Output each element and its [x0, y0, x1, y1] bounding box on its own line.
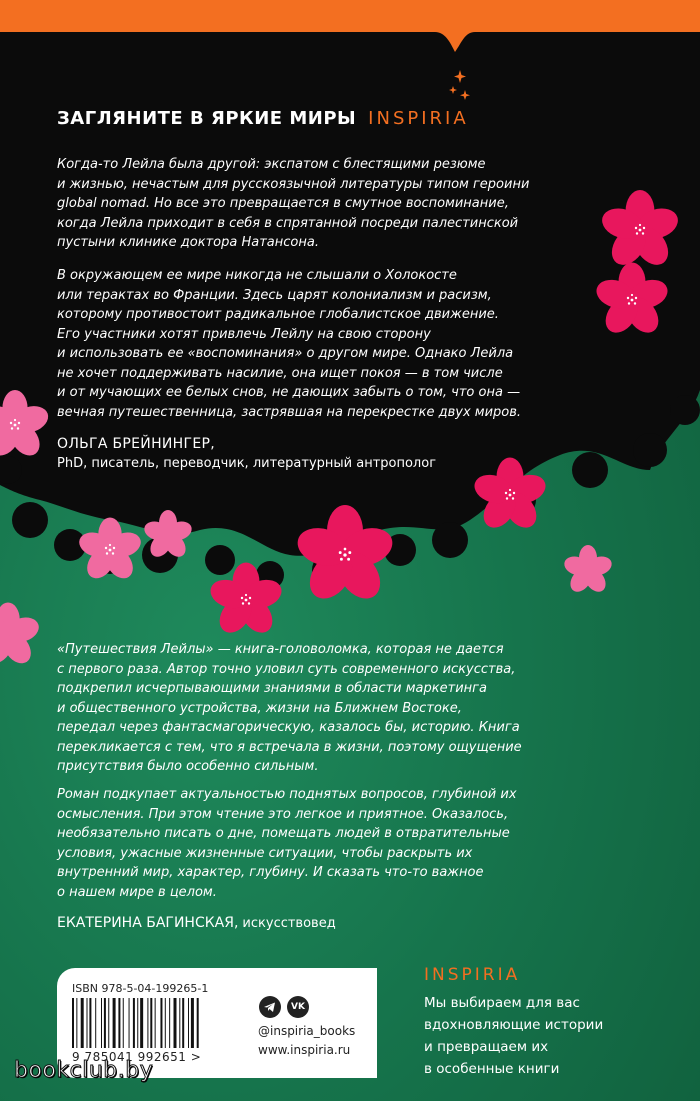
barcode-bar — [150, 998, 152, 1048]
barcode-bar — [169, 998, 170, 1048]
barcode-bar — [188, 998, 189, 1048]
review1-paragraph2 — [57, 266, 521, 422]
barcode-bar — [179, 998, 180, 1048]
slogan-line: и превращаем их — [424, 1039, 549, 1055]
text-line: присутствия было особенно сильным. — [57, 759, 319, 774]
barcode-bar — [197, 998, 199, 1048]
vk-icon[interactable]: VK — [287, 996, 309, 1018]
author-name: ЕКАТЕРИНА БАГИНСКАЯ, — [57, 915, 239, 931]
review1-paragraph1 — [57, 155, 529, 253]
text-line: и общественного устройства, жизни на Ближнем Востоке, — [57, 700, 462, 716]
barcode-bar — [81, 998, 84, 1048]
text-line: В окружающем ее мире никогда не слышали о Холокосте — [57, 268, 457, 283]
heading-main: ЗАГЛЯНИТЕ В ЯРКИЕ МИРЫ — [57, 108, 357, 129]
text-line: вечная путешественница, застрявшая на перекрестке двух миров. — [57, 404, 522, 420]
telegram-icon[interactable] — [259, 996, 281, 1018]
sparkle-icon — [448, 70, 472, 104]
review2-author — [57, 915, 336, 931]
text-line: подкрепил исчерпывающими знаниями в области маркетинга — [57, 681, 487, 696]
text-line: осмысления. При этом чтение это легкое и приятное. Оказалось, — [57, 806, 509, 822]
text-line: внутренний мир, характер, глубину. И сказать что-то важное — [57, 865, 484, 880]
barcode-bar — [87, 998, 88, 1048]
text-line: когда Лейла приходит в себя в спрятанной посреди палестинской — [57, 215, 519, 231]
barcode-bar — [191, 998, 194, 1048]
barcode-bar — [95, 998, 96, 1048]
text-line: которому противостоит радикальное глобалистское движение. — [57, 307, 499, 322]
barcode-bar — [72, 998, 74, 1048]
barcode-bar — [174, 998, 177, 1048]
text-line: условия, ужасные жизненные ситуации, чтобы раскрыть их — [57, 845, 473, 861]
barcode-bar — [160, 998, 162, 1048]
cover-heading — [57, 108, 469, 129]
review1-author — [57, 434, 436, 474]
barcode-bar — [182, 998, 184, 1048]
barcode-number: 9 785041 992651 > — [72, 1050, 202, 1064]
review2-paragraph2 — [57, 785, 517, 902]
barcode-bar — [165, 998, 166, 1048]
website-link[interactable]: www.inspiria.ru — [258, 1043, 351, 1057]
barcode-bar — [113, 998, 116, 1048]
text-line: перекликается с тем, что я встречала в жизни, поэтому ощущение — [57, 739, 522, 755]
watermark: bookclub.by — [14, 1058, 154, 1083]
slogan-line: в особенные книги — [424, 1061, 560, 1077]
text-line: не хочет поддерживать насилие, она ищет покоя — в том числе — [57, 365, 503, 381]
text-line: необязательно писать о дне, помещать людей в отвратительные — [57, 826, 510, 841]
text-line: и от мучающих ее белых снов, не дающих забыть о том, что она — — [57, 385, 521, 400]
social-handle[interactable]: @inspiria_books — [258, 1024, 356, 1038]
text-line: Его участники хотят привлечь Лейлу на свою сторону — [57, 326, 431, 342]
barcode-bar — [137, 998, 138, 1048]
slogan-line: вдохновляющие истории — [424, 1017, 604, 1033]
barcode-bar — [129, 998, 130, 1048]
barcode-bar — [133, 998, 135, 1048]
slogan-line: Мы выбираем для вас — [424, 995, 580, 1011]
author-role: PhD, писатель, переводчик, литературный антрополог — [57, 456, 437, 471]
barcode-bar — [140, 998, 143, 1048]
barcode-bar — [104, 998, 106, 1048]
heading-brand: INSPIRIA — [368, 108, 469, 129]
text-line: Роман подкупает актуальностью поднятых вопросов, глубиной их — [57, 787, 517, 802]
publisher-slogan — [424, 992, 603, 1080]
barcode-image — [70, 998, 240, 1050]
text-line: Когда-то Лейла была другой: экспатом с блестящими резюме — [57, 157, 486, 172]
barcode-bar — [89, 998, 91, 1048]
text-line: global nomad. Но все это превращается в смутное воспоминание, — [57, 196, 509, 211]
text-line: передал через фантасмагорическую, казалось бы, историю. Книга — [57, 720, 520, 735]
orange-top-strip — [0, 0, 700, 30]
barcode-bar — [118, 998, 120, 1048]
text-line: «Путешествия Лейлы» — книга-головоломка, которая не дается — [57, 642, 504, 657]
barcode-bar — [108, 998, 109, 1048]
text-line: с первого раза. Автор точно уловил суть современного искусства, — [57, 661, 516, 677]
barcode-bar — [147, 998, 148, 1048]
publisher-brand: INSPIRIA — [424, 965, 521, 985]
text-line: о нашем мире в целом. — [57, 884, 217, 900]
isbn-label: ISBN 978-5-04-199265-1 — [72, 982, 209, 995]
barcode-bar — [123, 998, 124, 1048]
text-line: и использовать ее «воспоминания» о другом мире. Однако Лейла — [57, 346, 514, 361]
review2-paragraph1 — [57, 640, 522, 777]
text-line: пустыни клинике доктора Натансона. — [57, 235, 319, 250]
text-line: и жизнью, нечастым для русскоязычной литературы типом героини — [57, 176, 530, 192]
text-line: или терактах во Франции. Здесь царят колониализм и расизм, — [57, 287, 492, 303]
barcode-bar — [76, 998, 77, 1048]
author-name: ОЛЬГА БРЕЙНИНГЕР, — [57, 436, 215, 452]
barcode-bar — [155, 998, 156, 1048]
author-role: искусствовед — [242, 916, 336, 931]
barcode-bar — [101, 998, 102, 1048]
